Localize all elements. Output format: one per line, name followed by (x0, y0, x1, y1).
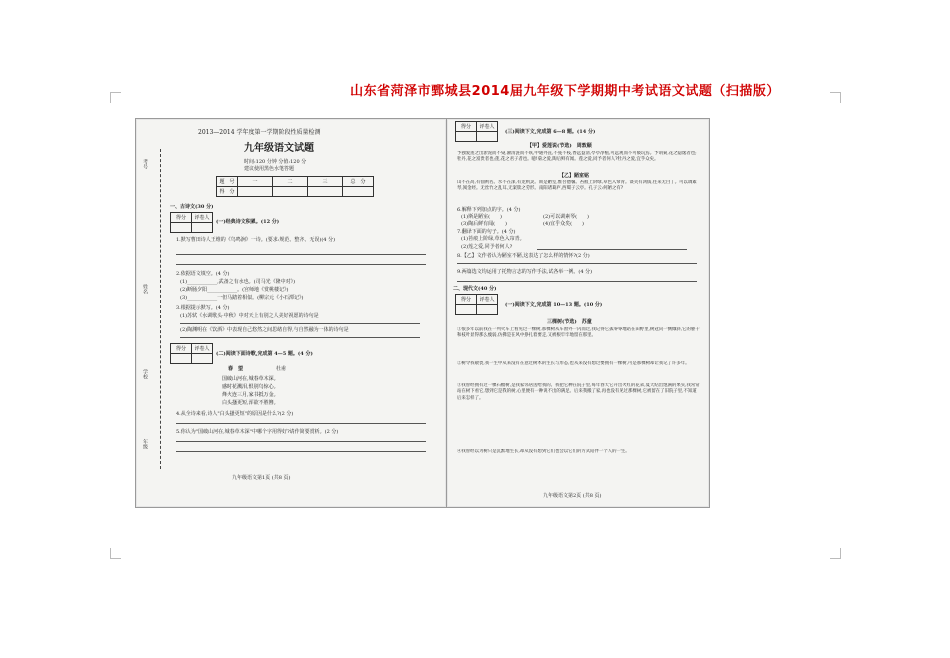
answer-line (176, 423, 426, 424)
crop-mark-tl (110, 92, 121, 103)
document-title: 山东省菏泽市鄄城县2014届九年级下学期期中考试语文试题（扫描版） (350, 84, 780, 99)
score-table (216, 176, 374, 197)
part-title: (一)阅读下文,完成第 10—13 题。(10 分) (505, 302, 603, 308)
answer-line (176, 254, 426, 255)
question-2-item: (1)____________,武备之有水也。(司马光《隆中对》) (180, 279, 296, 285)
answer-line (180, 323, 420, 324)
question-9: 9.两篇选文均运用了托物言志的写作手法,试各举一例。(4 分) (457, 269, 593, 275)
binding-line (160, 149, 161, 469)
essay-title: 三棵树(节选) 苏童 (547, 319, 592, 325)
section-title: 一、古诗文(30 分) (170, 204, 214, 210)
essay-paragraph: ②树令我敬畏,我一生中从来没有在意过树木的生长与形态,也从来没有想过要拥有一棵树,可是那棵树却让我记了许多年。 (457, 361, 690, 366)
passage-text: 予独爱莲之出淤泥而不染,濯清涟而不妖,中通外直,不蔓不枝,香远益清,亭亭净植,可远观而不可亵玩焉。予谓菊,花之隐逸者也;牡丹,花之富贵者也;莲,花之君子者也。噫!菊之爱,陶后鲜有闻。莲之爱,同予者何人?牡丹之爱,宜乎众矣。 (457, 151, 697, 163)
side-label-grade: 年级 (142, 439, 148, 449)
question-2: 2.依据语文填空。(4 分) (176, 271, 230, 277)
essay-paragraph: ①很多年以前我在一列火车上看见过一棵树,那棵树从车窗外一闪而过,我记得它孤零零地站在田野里,树冠向一侧倾斜,它的躯干和枝叶显得那么瘦弱,仿佛是在风中挣扎着要走,又被根牢牢地留在那里。 (457, 327, 700, 339)
time-score: 时间:120 分钟 分值:120 分 (244, 159, 307, 165)
score-cell: 二 (273, 177, 308, 187)
answer-line (176, 441, 426, 442)
crop-mark-bl (110, 548, 121, 559)
question-7-item: (2)莲之爱,同予者何人? (461, 244, 513, 250)
scorer-cell (171, 223, 192, 233)
scorer-cell (192, 354, 213, 364)
scorer-label: 得分 (171, 213, 192, 223)
page-footer: 九年级语文第1页 (共8 页) (232, 475, 291, 481)
scorer-cell (192, 223, 213, 233)
answer-line (457, 281, 697, 282)
scorer-box (170, 343, 213, 364)
scorer-box (455, 294, 498, 315)
page-footer: 九年级语文第2页 (共8 页) (543, 493, 602, 499)
scorer-cell (477, 132, 498, 142)
passage-title: 【乙】陋室铭 (559, 173, 590, 179)
scorer-box (455, 121, 498, 142)
question-3-item: (2)陶渊明在《饮酒》中表现自己悠然之间思绪自得,与自然融为一体的诗句是 (180, 327, 349, 333)
question-7-item: (1)苔痕上阶绿,草色入帘青。 (461, 236, 525, 242)
answer-line (176, 264, 426, 265)
passage-text: 山不在高,有仙则名。水不在深,有龙则灵。斯是陋室,惟吾德馨。苔痕上阶绿,草色入帘青。谈笑有鸿儒,往来无白丁。可以调素琴,阅金经。无丝竹之乱耳,无案牍之劳形。南阳诸葛庐,西蜀子云亭。孔子云:何陋之有? (457, 180, 697, 192)
question-3-item: (1)苏轼《水调歌头·中秋》中对天上有别之人美好祝愿的诗句是 (180, 313, 319, 319)
part-title: (三)阅读下文,完成第 6—8 题。(14 分) (505, 129, 596, 135)
question-8: 8.【乙】文作者认为陋室不陋,这表达了怎么样的情怀?(2 分) (457, 253, 590, 259)
poem-line: 感时花溅泪,恨别鸟惊心。 (222, 384, 279, 390)
section-title: 二、现代文(40 分) (453, 286, 497, 292)
poem-author: 杜甫 (276, 366, 287, 372)
question-3: 3.根据提示默写。(4 分) (176, 305, 230, 311)
poem-line: 烽火连三月,家书抵万金。 (222, 392, 279, 398)
poem-line: 国破山河在,城春草木深。 (222, 376, 279, 382)
scorer-box (170, 212, 213, 233)
scorer-cell (171, 354, 192, 364)
score-cell: 总 分 (343, 177, 374, 187)
exam-title: 九年级语文试题 (244, 143, 314, 154)
poem-line: 白头搔更短,浑欲不胜簪。 (222, 400, 279, 406)
answer-line (180, 337, 420, 338)
poem-title: 春 望 (228, 366, 244, 372)
question-5: 5.你认为"国破山河在,城春草木深"中哪个字用得好?请作简要赏析。(2 分) (176, 429, 339, 435)
question-2-item: (3)____________一但马踏着相似。(柳宗元《小石潭记》) (180, 295, 304, 301)
scan-page-left (135, 118, 447, 508)
question-6-item: (1)斯是陋室( ) (461, 214, 502, 220)
crop-mark-tr (830, 92, 841, 103)
scorer-cell (456, 132, 477, 142)
part-title: (二)阅读下面诗歌,完成第 4—5 题。(4 分) (216, 351, 313, 357)
score-cell (343, 187, 374, 197)
score-cell (273, 187, 308, 197)
side-label-name: 姓名 (142, 284, 148, 294)
score-cell: 一 (238, 177, 273, 187)
scorer-label: 得分 (456, 295, 477, 305)
question-4: 4.从全诗来看,诗人"白头搔更短"的原因是什么?(2 分) (176, 411, 294, 417)
question-6-item: (4)宜乎众矣( ) (543, 221, 584, 227)
side-label-exam-no: 考号 (142, 159, 148, 169)
scan-page-right (446, 118, 710, 508)
question-6-item: (3)陶后鲜有闻( ) (461, 221, 507, 227)
scorer-cell (477, 305, 498, 315)
score-cell: 题 号 (217, 177, 238, 187)
answer-line (457, 263, 697, 264)
scorer-label: 得分 (171, 344, 192, 354)
question-1: 1.默写曹田诗人王维的《鸟鸣涧》一诗。(要求:规范、整齐、无误)(4 分) (176, 237, 336, 243)
answer-line (176, 451, 426, 452)
question-7: 7.翻译下面的句子。(4 分) (457, 229, 516, 235)
scorer-label: 评卷人 (192, 344, 213, 354)
question-6-item: (2)可以调素琴( ) (543, 214, 589, 220)
score-cell: 三 (308, 177, 343, 187)
question-6: 6.解释下列加点的字。(4 分) (457, 207, 521, 213)
essay-paragraph: ③我曾经拥有过一棵石榴树,是我家邻居送给我的。我把它种在院子里,每年春天它开出火红的花朵,夏天结出饱满的果实,我常常站在树下看它,想到它是我的树,心里便有一种说不出的满足。后来我搬了家,再也没有见过那棵树,它被留在了旧院子里,不知道后来怎样了。 (457, 383, 700, 401)
score-cell (308, 187, 343, 197)
answer-line (537, 249, 687, 250)
side-label-school: 学校 (142, 369, 148, 379)
exam-header: 2013—2014 学年度第一学期阶段性质量检测 (198, 129, 321, 136)
score-cell (238, 187, 273, 197)
essay-paragraph: ④我曾经以为树只是沉默地生长,却从没有想到它们也会以它们的方式陪伴一个人的一生。 (457, 449, 630, 454)
part-title: (一)经典诗文积累。(12 分) (216, 219, 280, 225)
passage-title: 【甲】爱莲说(节选) 周敦颐 (527, 143, 592, 149)
scorer-label: 评卷人 (477, 295, 498, 305)
crop-mark-br (830, 548, 841, 559)
question-2-item: (2)断肠夕阳____________。(宫师地《赏桃楼记》) (180, 287, 289, 293)
scorer-cell (456, 305, 477, 315)
scorer-label: 得分 (456, 122, 477, 132)
instruction: 建议使用黑色水笔答题 (244, 166, 295, 172)
score-cell: 得 分 (217, 187, 238, 197)
scorer-label: 评卷人 (477, 122, 498, 132)
scorer-label: 评卷人 (192, 213, 213, 223)
